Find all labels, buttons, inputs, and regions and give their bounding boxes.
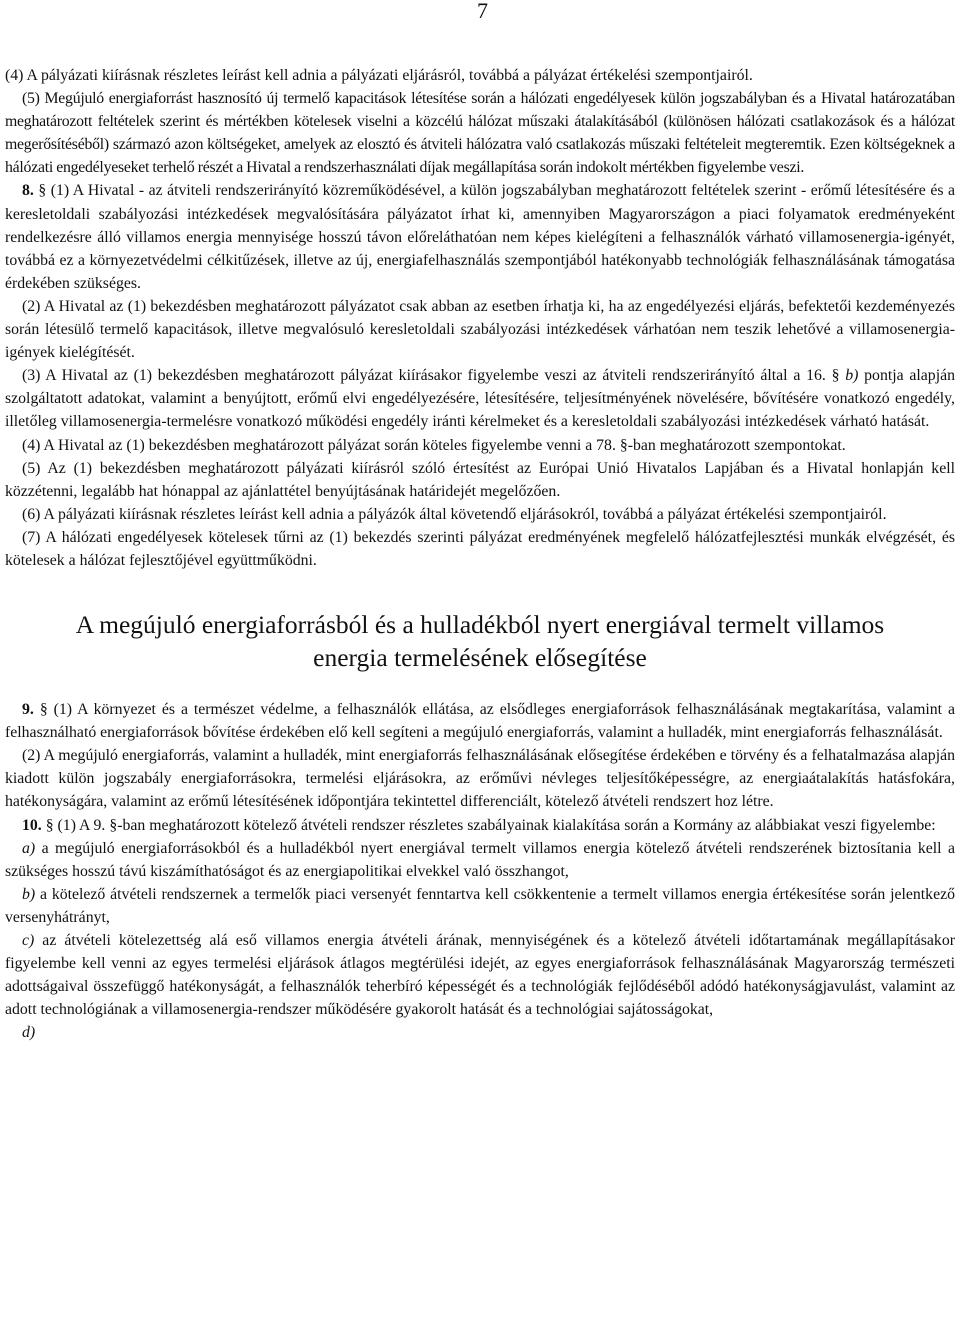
document-body <box>5 64 955 1044</box>
section-10-item-b <box>5 883 955 929</box>
section-8-paragraph-5: (5) Az (1) bekezdésben meghatározott pályázati kiírásról szóló értesítést az Európai Unió Hivatalos Lapjában és a Hivatal honlapján kell közzétenni, legalább hat hónappal az ajánlattétel benyújtásának határidejét megelőzően. <box>5 459 955 500</box>
section-heading-line-1: A megújuló energiaforrásból és a hulladékból nyert energiával termelt villamos <box>75 610 885 640</box>
section-9-p1-text: § (1) A környezet és a természet védelme, a felhasználók ellátása, az elsődleges energiaforrások felhasználásának megtakarítása, valamint a felhasználható energiaforrások bővítése érdekében elő kell segíteni a megújuló energiaforrás, valamint a hulladék, mint energiaforrás felhasználását. <box>5 701 955 742</box>
section-8-p3-text-a: (3) A Hivatal az (1) bekezdésben meghatározott pályázat kiírásakor figyelembe veszi az átviteli rendszerirányító által a 16. § <box>22 367 846 385</box>
section-8-p3-point: b) <box>845 367 859 385</box>
item-label-d: d) <box>22 1024 36 1042</box>
section-9-paragraph-1 <box>5 698 955 744</box>
section-8-paragraph-2: (2) A Hivatal az (1) bekezdésben meghatározott pályázatot csak abban az esetben írhatja ki, ha az engedélyezési eljárás, befektetői kezdeményezés során létesülő termelő kapacitások, illetve megvalósuló keresletoldali szabályozási intézkedések várhatóan nem teszik lehetővé a villamosenergia-igények kielégítését. <box>5 297 955 362</box>
paragraph-7-5: (5) Megújuló energiaforrást hasznosító új termelő kapacitások létesítése során a hálózati engedélyesek külön jogszabályban és a Hivatal határozatában meghatározott feltételek szerint és mértékben kötelesek viselni a közcélú hálózat műszaki átalakításából (különösen hálózati csatlakozások és a hálózat megerősítéséből) származó azon költségeket, amelyek az elosztó és átviteli hálózatra való csatlakozás műszaki feltételeit megteremtik. Ezen költségeknek a hálózati engedélyeseket terhelő részét a Hivatal a rendszerhasználati díjak megállapítása során indokolt mértékben figyelembe veszi. <box>5 90 955 177</box>
item-text-a: a megújuló energiaforrásokból és a hulladékból nyert energiával termelt villamos energia kötelező átvételi rendszerének biztosítania kell a szükséges hosszú távú kiszámíthatóságot és az energiapolitikai elvekkel való összhangot, <box>5 839 955 880</box>
item-label-a: a) <box>22 839 36 857</box>
section-8-number: 8. <box>22 182 34 200</box>
section-10-item-a <box>5 837 955 883</box>
section-10-intro <box>5 814 955 837</box>
section-8-paragraph-4: (4) A Hivatal az (1) bekezdésben meghatározott pályázat során köteles figyelembe venni a 78. §-ban meghatározott szempontokat. <box>22 436 846 454</box>
section-9-number: 9. <box>22 701 34 719</box>
section-heading <box>5 608 955 674</box>
section-8-paragraph-6: (6) A pályázati kiírásnak részletes leírást kell adnia a pályázók által követendő eljárásokról, továbbá a pályázat értékelési szempontjairól. <box>22 505 887 523</box>
item-label-b: b) <box>22 885 36 903</box>
item-label-c: c) <box>22 932 35 949</box>
paragraph-7-4: (4) A pályázati kiírásnak részletes leírást kell adnia a pályázati eljárásról, továbbá a pályázat értékelési szempontjairól. <box>5 67 753 84</box>
section-8-paragraph-3 <box>5 364 955 433</box>
section-8-p3-text-b: pontja alapján szolgáltatott adatokat, valamint a benyújtott, erőmű elvi engedélyezésére, létesítésére, teljesítményének növelésére, bővítésére vonatkozó engedély, illetőleg villamosenergia-termelésre vonatkozó működési engedély iránti kérelmeket és a keresletoldali szabályozási intézkedések várható hatását. <box>5 367 955 431</box>
section-8-paragraph-1 <box>5 179 955 294</box>
section-10-item-c <box>5 929 955 1021</box>
section-8-p1-text: § (1) A Hivatal - az átviteli rendszerirányító közreműködésével, a külön jogszabályban meghatározott feltételek szerint - erőmű létesítésére és a keresletoldali szabályozási intézkedések megvalósítására pályázatot írhat ki, amennyiben Magyarországon a piaci folyamatok eredményeként rendelkezésre álló villamos energia mennyisége hosszú távon előreláthatóan nem képes kielégíteni a felhasználók várható villamosenergia-igényét, továbbá ez a környezetvédelmi célkitűzések, illetve az új, energiafelhasználás szempontjából hatékonyabb technológiák felhasználásának támogatása érdekében szükséges. <box>5 182 955 292</box>
page-number: 7 <box>477 0 488 23</box>
section-9-paragraph-2: (2) A megújuló energiaforrás, valamint a hulladék, mint energiaforrás felhasználásának elősegítése érdekében e törvény és a felhatalmazása alapján kiadott külön jogszabály energiaforrásokra, termelési eljárásokra, az erőművi névleges teljesítőképességre, az energiaátalakítás hatásfokára, hatékonyságára, valamint az erőmű létesítésének időpontjára tekintettel differenciált, kötelező átvételi rendszert hoz létre. <box>5 747 955 811</box>
section-8-paragraph-7: (7) A hálózati engedélyesek kötelesek tűrni az (1) bekezdés szerinti pályázat eredményének megfelelő hálózatfejlesztési munkák elvégzését, és kötelesek a hálózat fejlesztőjével együttműködni. <box>5 528 955 569</box>
item-text-b: a kötelező átvételi rendszernek a termelők piaci versenyét fenntartva kell csökkentenie a termelt villamos energia értékesítése során jelentkező versenyhátrányt, <box>5 885 955 926</box>
section-heading-line-2: energia termelésének elősegítése <box>313 643 647 673</box>
item-text-c: az átvételi kötelezettség alá eső villamos energia átvételi árának, mennyiségének és a kötelező átvételi időtartamának megállapításakor figyelembe kell venni az egyes termelési eljárások átlagos megtérülési idejét, az egyes energiaforrások felhasználásának Magyarország természeti adottságaival összefüggő hatékonyságát, a felhasználók teherbíró képességét és a technológiák fejlődéséből adódó hatékonyságjavulást, valamint az adott technológiának a villamosenergia-rendszer működésére gyakorolt hatását és a technológiai sajátosságokat, <box>5 932 955 1019</box>
section-10-item-d <box>5 1021 955 1044</box>
section-10-intro-text: § (1) A 9. §-ban meghatározott kötelező átvételi rendszer részletes szabályainak kialakítása során a Kormány az alábbiakat veszi figyelembe: <box>45 816 936 834</box>
section-10-number: 10. <box>22 816 42 834</box>
